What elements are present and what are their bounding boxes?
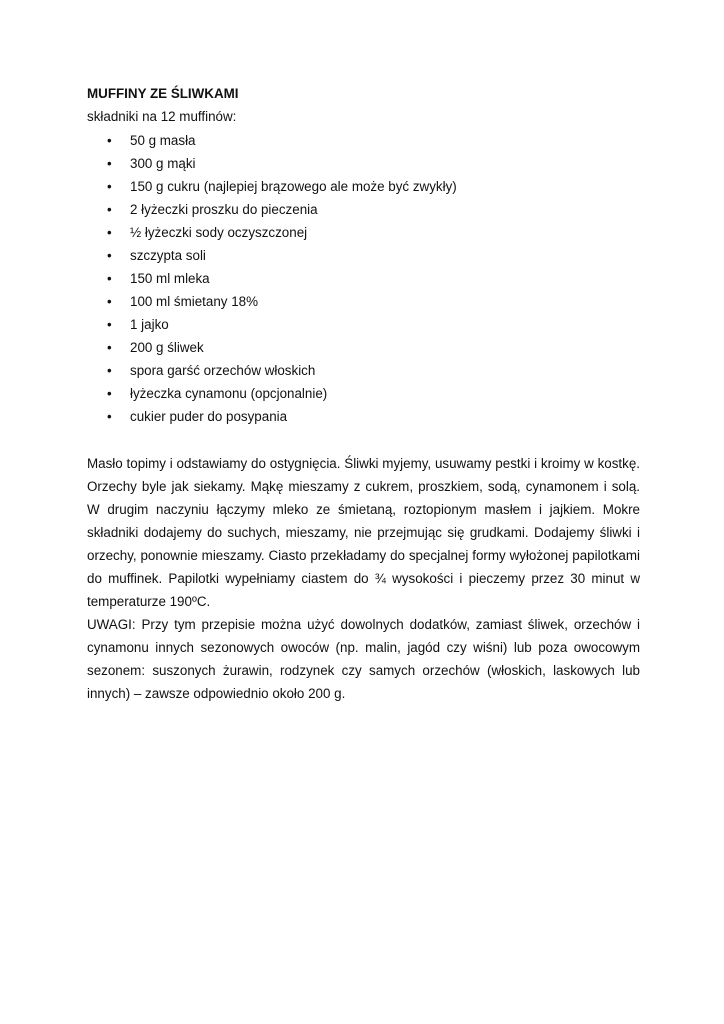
bullet-icon: • <box>107 363 112 378</box>
ingredients-heading: składniki na 12 muffinów: <box>87 109 237 124</box>
bullet-icon: • <box>107 133 112 148</box>
ingredient-text: 150 ml mleka <box>130 271 210 286</box>
bullet-icon: • <box>107 294 112 309</box>
ingredient-text: łyżeczka cynamonu (opcjonalnie) <box>130 386 328 401</box>
recipe-title: MUFFINY ZE ŚLIWKAMI <box>87 86 239 101</box>
ingredient-item <box>87 129 640 152</box>
ingredient-text: 300 g mąki <box>130 156 196 171</box>
ingredient-text: spora garść orzechów włoskich <box>130 363 316 378</box>
ingredient-text: ½ łyżeczki sody oczyszczonej <box>130 225 308 240</box>
bullet-icon: • <box>107 409 112 424</box>
ingredient-item <box>87 175 640 198</box>
bullet-icon: • <box>107 317 112 332</box>
bullet-icon: • <box>107 340 112 355</box>
bullet-icon: • <box>107 225 112 240</box>
ingredient-item <box>87 336 640 359</box>
ingredient-text: 150 g cukru (najlepiej brązowego ale może być zwykły) <box>130 179 457 194</box>
bullet-icon: • <box>107 386 112 401</box>
bullet-icon: • <box>107 202 112 217</box>
ingredient-item <box>87 313 640 336</box>
ingredient-item <box>87 382 640 405</box>
ingredient-text: 200 g śliwek <box>130 340 204 355</box>
ingredient-text: 50 g masła <box>130 133 196 148</box>
bullet-icon: • <box>107 156 112 171</box>
ingredient-text: cukier puder do posypania <box>130 409 288 424</box>
ingredient-item <box>87 244 640 267</box>
notes-paragraph: UWAGI: Przy tym przepisie można użyć dowolnych dodatków, zamiast śliwek, orzechów i cynamonu innych sezonowych owoców (np. malin, jagód czy wiśni) lub poza owocowym sezonem: suszonych żurawin, rodzynek czy samych orzechów (włoskich, laskowych lub innych) – zawsze odpowiednio około 200 g. <box>87 617 640 701</box>
recipe-document <box>87 84 640 705</box>
bullet-icon: • <box>107 271 112 286</box>
ingredient-text: 2 łyżeczki proszku do pieczenia <box>130 202 318 217</box>
ingredient-item <box>87 221 640 244</box>
method-paragraph: Masło topimy i odstawiamy do ostygnięcia. Śliwki myjemy, usuwamy pestki i kroimy w kostkę. Orzechy byle jak siekamy. Mąkę mieszamy z cukrem, proszkiem, sodą, cynamonem i solą. W drugim naczyniu łączymy mleko ze śmietaną, roztopionym masłem i jajkiem. Mokre składniki dodajemy do suchych, mieszamy, nie przejmując się grudkami. Dodajemy śliwki i orzechy, ponownie mieszamy. Ciasto przekładamy do specjalnej formy wyłożonej papilotkami do muffinek. Papilotki wypełniamy ciastem do ¾ wysokości i pieczemy przez 30 minut w temperaturze 190ºC. <box>87 456 640 609</box>
ingredient-text: 100 ml śmietany 18% <box>130 294 259 309</box>
ingredient-item <box>87 267 640 290</box>
ingredient-item <box>87 359 640 382</box>
bullet-icon: • <box>107 248 112 263</box>
ingredient-item <box>87 405 640 428</box>
ingredient-item <box>87 198 640 221</box>
ingredient-item <box>87 290 640 313</box>
ingredients-list <box>87 129 640 428</box>
bullet-icon: • <box>107 179 112 194</box>
ingredient-text: 1 jajko <box>130 317 169 332</box>
ingredient-item <box>87 152 640 175</box>
ingredient-text: szczypta soli <box>130 248 206 263</box>
